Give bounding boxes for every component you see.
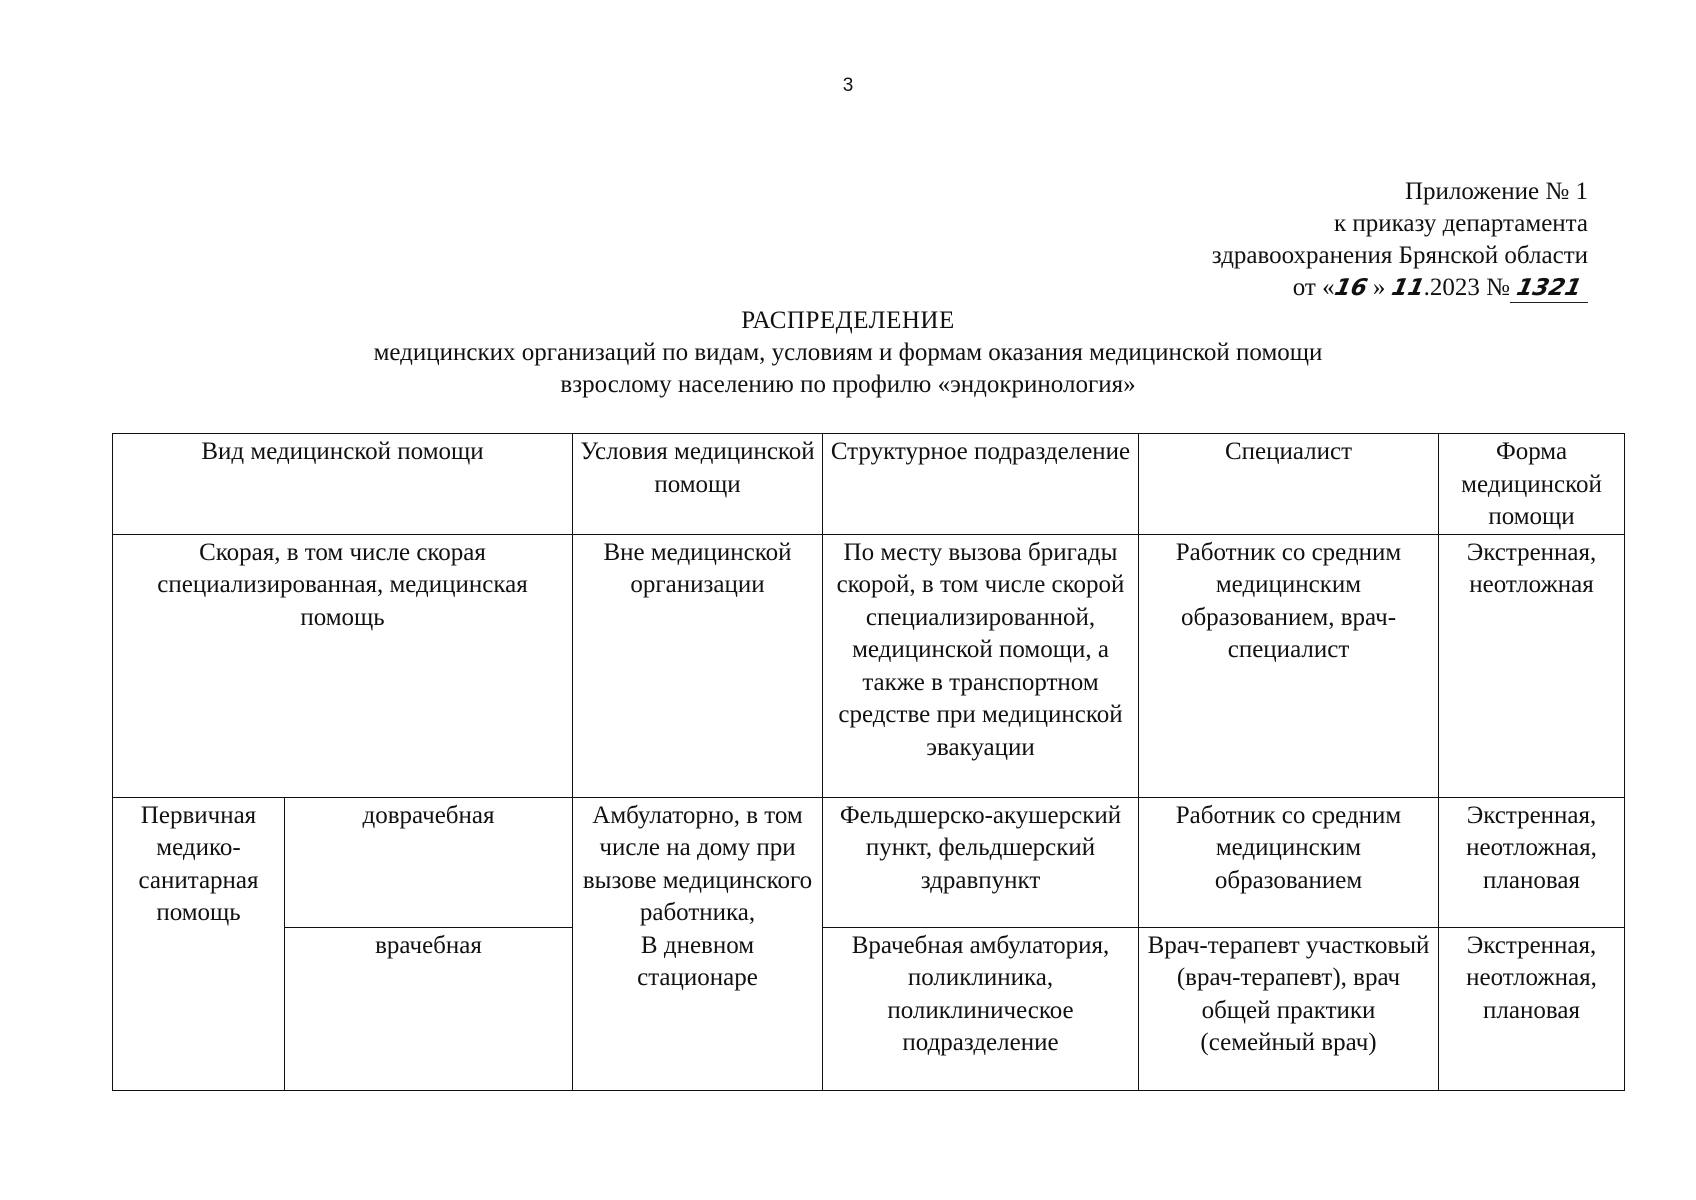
date-year: .2023 № bbox=[1423, 274, 1510, 301]
document-title bbox=[0, 305, 1696, 401]
date-mid: » bbox=[1372, 274, 1386, 301]
table-row bbox=[113, 927, 1625, 1090]
appendix-title: Приложение № 1 bbox=[1404, 178, 1588, 205]
appendix-department: здравоохранения Брянской области bbox=[1211, 242, 1588, 269]
cell-physician-form: Экстренная, неотложная, плановая bbox=[1439, 927, 1625, 1090]
date-month-handwritten: 11 bbox=[1388, 275, 1427, 301]
conditions-line1: Амбулаторно, в том числе на дому при вызове медицинского работника, bbox=[582, 801, 813, 926]
table-row bbox=[113, 797, 1625, 927]
header-kind: Вид медицинской помощи bbox=[113, 434, 573, 535]
cell-ambulance-kind: Скорая, в том числе скорая специализированная, медицинская помощь bbox=[113, 534, 573, 797]
date-prefix: от « bbox=[1292, 274, 1335, 301]
cell-prephysician-subkind: доврачебная bbox=[285, 797, 573, 927]
page-number: 3 bbox=[842, 75, 854, 96]
title-heading: РАСПРЕДЕЛЕНИЕ bbox=[741, 307, 955, 334]
table-row bbox=[113, 534, 1625, 797]
order-number-field bbox=[1510, 274, 1588, 303]
appendix-date-line bbox=[1212, 272, 1588, 304]
cell-prephysician-form: Экстренная, неотложная, плановая bbox=[1439, 797, 1625, 927]
cell-physician-subkind: врачебная bbox=[285, 927, 573, 1090]
appendix-block bbox=[1212, 176, 1588, 304]
table-header-row bbox=[113, 434, 1625, 535]
cell-physician-specialist: Врач-терапевт участковый (врач-терапевт), врач общей практики (семейный врач) bbox=[1139, 927, 1439, 1090]
cell-ambulance-form: Экстренная, неотложная bbox=[1439, 534, 1625, 797]
header-form: Форма медицинской помощи bbox=[1439, 434, 1625, 535]
conditions-line2: В дневном стационаре bbox=[637, 931, 758, 991]
cell-ambulance-conditions: Вне медицинской организации bbox=[573, 534, 823, 797]
cell-prephysician-specialist: Работник со средним медицинским образованием bbox=[1139, 797, 1439, 927]
cell-prephysician-unit: Фельдшерско-акушерский пункт, фельдшерский здравпункт bbox=[823, 797, 1139, 927]
title-subtitle-line1: медицинских организаций по видам, условиям и формам оказания медицинской помощи bbox=[373, 339, 1323, 366]
header-conditions: Условия медицинской помощи bbox=[573, 434, 823, 535]
appendix-order-ref: к приказу департамента bbox=[1333, 210, 1588, 237]
cell-ambulance-specialist: Работник со средним медицинским образованием, врач-специалист bbox=[1139, 534, 1439, 797]
header-specialist: Специалист bbox=[1139, 434, 1439, 535]
order-number-handwritten: 1321 bbox=[1514, 275, 1584, 301]
distribution-table bbox=[112, 433, 1625, 1091]
date-day-handwritten: 16 bbox=[1331, 275, 1370, 301]
cell-physician-unit: Врачебная амбулатория, поликлиника, поликлиническое подразделение bbox=[823, 927, 1139, 1090]
cell-primary-conditions bbox=[573, 797, 823, 1090]
title-subtitle-line2: взрослому населению по профилю «эндокринология» bbox=[560, 371, 1136, 398]
cell-primary-kind: Первичная медико-санитарная помощь bbox=[113, 797, 285, 1090]
cell-ambulance-unit: По месту вызова бригады скорой, в том числе скорой специализированной, медицинской помощи, а также в транспортном средстве при медицинской эвакуации bbox=[823, 534, 1139, 797]
header-unit: Структурное подразделение bbox=[823, 434, 1139, 535]
